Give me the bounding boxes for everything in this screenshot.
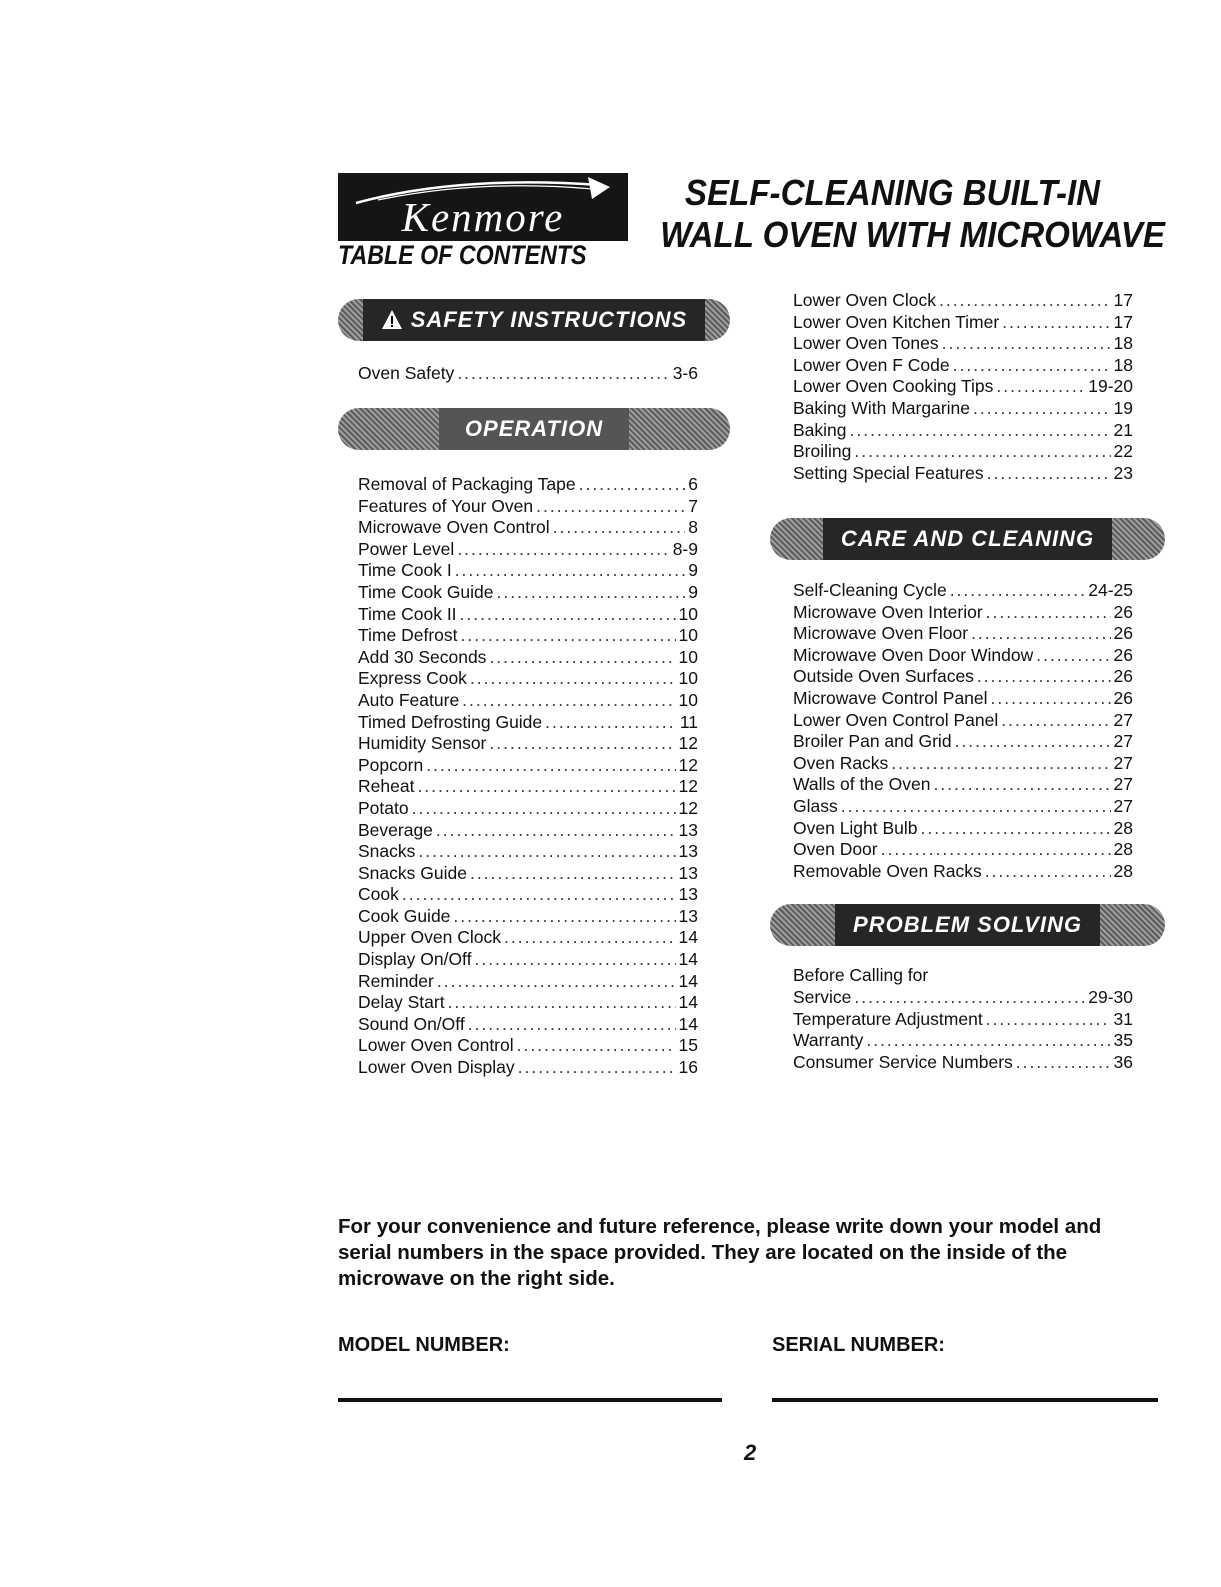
toc-entry[interactable] xyxy=(358,712,698,734)
toc-entry-page: 22 xyxy=(1113,441,1133,462)
toc-entry[interactable] xyxy=(793,623,1133,645)
toc-entry-label: Lower Oven F Code xyxy=(793,354,950,375)
leader-dots xyxy=(457,363,669,385)
toc-entry-page: 13 xyxy=(678,905,698,926)
operation-toc-list-continued xyxy=(793,290,1133,484)
toc-entry[interactable] xyxy=(793,861,1133,883)
toc-entry-label: Oven Safety xyxy=(358,363,455,383)
toc-entry[interactable] xyxy=(793,774,1133,796)
toc-entry-page: 26 xyxy=(1113,623,1133,644)
leader-dots xyxy=(1016,1052,1111,1074)
toc-entry-page: 18 xyxy=(1113,333,1133,354)
toc-entry[interactable] xyxy=(358,604,698,626)
toc-entry-page: 14 xyxy=(678,1013,698,1034)
toc-entry[interactable] xyxy=(358,884,698,906)
toc-entry[interactable] xyxy=(358,517,698,539)
toc-entry-page: 10 xyxy=(678,646,698,667)
toc-entry[interactable] xyxy=(793,645,1133,667)
toc-entry-page: 7 xyxy=(688,495,698,516)
toc-entry-label: Microwave Control Panel xyxy=(793,687,988,708)
toc-entry-page: 15 xyxy=(678,1035,698,1056)
leader-dots xyxy=(854,987,1085,1009)
toc-entry-page: 17 xyxy=(1113,311,1133,332)
problem-solving-banner xyxy=(770,904,1165,946)
banner-core xyxy=(439,408,629,450)
leader-dots xyxy=(881,839,1111,861)
toc-entry-page: 8-9 xyxy=(672,538,698,559)
toc-entry-page: 10 xyxy=(678,668,698,689)
toc-entry-label: Time Defrost xyxy=(358,625,458,646)
toc-entry[interactable] xyxy=(358,971,698,993)
toc-entry[interactable] xyxy=(358,668,698,690)
toc-entry[interactable] xyxy=(358,1014,698,1036)
care-toc-list xyxy=(793,580,1133,882)
toc-entry[interactable] xyxy=(793,731,1133,753)
leader-dots xyxy=(579,474,686,496)
toc-entry-page: 27 xyxy=(1113,731,1133,752)
banner-title: SAFETY INSTRUCTIONS xyxy=(410,307,688,332)
title-line-1: SELF-CLEANING BUILT-IN xyxy=(684,172,1101,213)
toc-entry-page: 28 xyxy=(1113,839,1133,860)
page-title xyxy=(660,172,1165,256)
toc-entry-page: 26 xyxy=(1113,687,1133,708)
banner-title: OPERATION xyxy=(464,416,604,441)
toc-entry[interactable] xyxy=(358,1057,698,1079)
serial-number-label: SERIAL NUMBER: xyxy=(772,1334,945,1356)
toc-entry-label: Broiling xyxy=(793,441,852,462)
toc-entry[interactable] xyxy=(793,1030,1133,1052)
leader-dots xyxy=(412,798,676,820)
toc-entry-page: 12 xyxy=(678,754,698,775)
toc-entry[interactable] xyxy=(793,1009,1133,1031)
kenmore-logo xyxy=(338,173,628,241)
leader-dots xyxy=(841,796,1111,818)
leader-dots xyxy=(468,1014,676,1036)
toc-entry[interactable] xyxy=(358,841,698,863)
toc-entry-page: 18 xyxy=(1113,354,1133,375)
toc-entry[interactable] xyxy=(358,820,698,842)
model-number-label: MODEL NUMBER: xyxy=(338,1334,510,1356)
leader-dots xyxy=(955,731,1111,753)
before-calling-text: Before Calling for xyxy=(793,965,929,985)
toc-entry-page: 9 xyxy=(688,560,698,581)
toc-entry-page: 35 xyxy=(1113,1030,1133,1051)
toc-entry-label: Lower Oven Cooking Tips xyxy=(793,376,994,397)
toc-entry-label: Self-Cleaning Cycle xyxy=(793,580,947,600)
leader-dots xyxy=(460,604,676,626)
warning-triangle-icon xyxy=(381,309,403,331)
toc-entry-label: Snacks xyxy=(358,841,416,862)
toc-entry-page: 26 xyxy=(1113,601,1133,622)
toc-entry-page: 28 xyxy=(1113,860,1133,881)
toc-entry-page: 14 xyxy=(678,949,698,970)
toc-entry-page: 9 xyxy=(688,581,698,602)
toc-entry-label: Cook xyxy=(358,884,399,905)
toc-entry-page: 19-20 xyxy=(1088,376,1133,397)
leader-dots xyxy=(453,906,675,928)
toc-entry-page: 3-6 xyxy=(672,363,698,383)
leader-dots xyxy=(986,602,1111,624)
toc-entry-label: Popcorn xyxy=(358,754,424,775)
toc-entry-page: 29-30 xyxy=(1088,987,1133,1007)
leader-dots xyxy=(470,668,676,690)
toc-title: TABLE OF CONTENTS xyxy=(338,240,587,270)
toc-entry[interactable] xyxy=(793,1052,1133,1074)
toc-entry-label: Beverage xyxy=(358,819,433,840)
toc-entry-label: Lower Oven Clock xyxy=(793,290,936,310)
toc-entry-page: 16 xyxy=(678,1057,698,1078)
toc-entry-label: Microwave Oven Control xyxy=(358,517,550,538)
leader-dots xyxy=(971,623,1110,645)
leader-dots xyxy=(462,690,675,712)
toc-entry-label: Express Cook xyxy=(358,668,467,689)
toc-entry[interactable] xyxy=(358,647,698,669)
leader-dots xyxy=(517,1035,676,1057)
toc-entry[interactable] xyxy=(793,376,1133,398)
leader-dots xyxy=(987,463,1111,485)
brand-name: Kenmore xyxy=(401,194,565,240)
toc-entry[interactable] xyxy=(793,333,1133,355)
toc-entry[interactable] xyxy=(793,355,1133,377)
toc-entry-label: Add 30 Seconds xyxy=(358,646,487,667)
leader-dots xyxy=(518,1057,676,1079)
toc-entry-label: Lower Oven Control xyxy=(358,1035,514,1056)
leader-dots xyxy=(474,949,675,971)
toc-entry-label: Service xyxy=(793,987,852,1007)
toc-entry-label: Delay Start xyxy=(358,992,445,1013)
leader-dots xyxy=(504,927,676,949)
leader-dots xyxy=(489,733,675,755)
toc-entry-label: Cook Guide xyxy=(358,905,451,926)
toc-entry[interactable] xyxy=(793,420,1133,442)
leader-dots xyxy=(1002,312,1110,334)
toc-entry-page: 19 xyxy=(1113,397,1133,418)
leader-dots xyxy=(417,776,675,798)
leader-dots xyxy=(418,841,675,863)
leader-dots xyxy=(553,517,686,539)
leader-dots xyxy=(448,992,676,1014)
toc-entry-page: 6 xyxy=(688,474,698,494)
toc-entry-label: Timed Defrosting Guide xyxy=(358,711,543,732)
toc-entry[interactable] xyxy=(358,496,698,518)
toc-entry[interactable] xyxy=(793,312,1133,334)
toc-entry[interactable] xyxy=(358,927,698,949)
toc-entry[interactable] xyxy=(793,666,1133,688)
leader-dots xyxy=(461,625,676,647)
toc-entry[interactable] xyxy=(793,688,1133,710)
toc-entry-label: Microwave Oven Door Window xyxy=(793,644,1034,665)
toc-entry-page: 12 xyxy=(678,776,698,797)
leader-dots xyxy=(985,861,1111,883)
toc-entry[interactable] xyxy=(358,625,698,647)
banner-title: CARE AND CLEANING xyxy=(840,526,1095,551)
toc-entry-page: 10 xyxy=(678,603,698,624)
leader-dots xyxy=(866,1030,1110,1052)
leader-dots xyxy=(437,971,676,993)
toc-entry-label: Upper Oven Clock xyxy=(358,927,501,948)
toc-entry-label: Lower Oven Control Panel xyxy=(793,709,999,730)
toc-entry[interactable] xyxy=(358,560,698,582)
leader-dots xyxy=(489,647,675,669)
banner-core xyxy=(835,904,1100,946)
toc-entry-label: Oven Racks xyxy=(793,752,889,773)
toc-entry-label: Lower Oven Tones xyxy=(793,333,939,354)
toc-entry-label: Auto Feature xyxy=(358,689,460,710)
toc-entry-label: Humidity Sensor xyxy=(358,733,487,754)
toc-entry-page: 13 xyxy=(678,841,698,862)
toc-entry-label: Walls of the Oven xyxy=(793,774,931,795)
toc-entry[interactable] xyxy=(793,710,1133,732)
toc-entry-label: Reheat xyxy=(358,776,415,797)
leader-dots xyxy=(426,755,675,777)
toc-entry-label: Features of Your Oven xyxy=(358,495,534,516)
toc-entry-page: 26 xyxy=(1113,644,1133,665)
toc-entry-label: Temperature Adjustment xyxy=(793,1008,983,1029)
toc-entry-page: 24-25 xyxy=(1088,580,1133,600)
toc-entry[interactable] xyxy=(358,733,698,755)
toc-entry[interactable] xyxy=(793,796,1133,818)
toc-entry-page: 10 xyxy=(678,689,698,710)
toc-entry-label: Glass xyxy=(793,795,838,816)
leader-dots xyxy=(991,688,1111,710)
toc-entry[interactable] xyxy=(793,580,1133,602)
toc-entry-label: Display On/Off xyxy=(358,949,472,970)
leader-dots xyxy=(973,398,1111,420)
toc-entry-page: 31 xyxy=(1113,1008,1133,1029)
toc-entry[interactable] xyxy=(358,949,698,971)
toc-entry[interactable] xyxy=(793,818,1133,840)
leader-dots xyxy=(950,580,1086,602)
toc-entry-label: Microwave Oven Floor xyxy=(793,623,969,644)
leader-dots xyxy=(996,376,1085,398)
banner-core xyxy=(823,518,1112,560)
problem-toc-list xyxy=(793,987,1133,1073)
banner-core xyxy=(363,299,706,341)
toc-entry-label: Lower Oven Display xyxy=(358,1057,515,1078)
title-line-2: WALL OVEN WITH MICROWAVE xyxy=(660,214,1165,255)
care-and-cleaning-banner xyxy=(770,518,1165,560)
leader-dots xyxy=(402,884,676,906)
toc-entry[interactable] xyxy=(358,690,698,712)
toc-entry-label: Snacks Guide xyxy=(358,862,467,883)
toc-entry-label: Potato xyxy=(358,797,409,818)
toc-entry-label: Time Cook I xyxy=(358,560,452,581)
banner-title: PROBLEM SOLVING xyxy=(853,912,1082,937)
leader-dots xyxy=(470,863,676,885)
toc-entry-page: 14 xyxy=(678,927,698,948)
toc-entry-label: Lower Oven Kitchen Timer xyxy=(793,311,1000,332)
toc-entry-page: 14 xyxy=(678,970,698,991)
toc-entry-label: Baking xyxy=(793,419,847,440)
serial-number-line[interactable] xyxy=(772,1398,1158,1402)
toc-entry[interactable] xyxy=(793,441,1133,463)
toc-entry[interactable] xyxy=(358,863,698,885)
leader-dots xyxy=(953,355,1111,377)
leader-dots xyxy=(891,753,1110,775)
operation-banner xyxy=(338,408,730,450)
toc-entry[interactable] xyxy=(358,776,698,798)
leader-dots xyxy=(933,774,1110,796)
toc-entry[interactable] xyxy=(358,1035,698,1057)
toc-entry-page: 12 xyxy=(678,797,698,818)
toc-entry-page: 23 xyxy=(1113,462,1133,483)
toc-entry-page: 10 xyxy=(678,625,698,646)
toc-entry-page: 8 xyxy=(688,517,698,538)
leader-dots xyxy=(921,818,1111,840)
leader-dots xyxy=(536,496,685,518)
toc-entry-page: 27 xyxy=(1113,795,1133,816)
safety-instructions-banner xyxy=(338,299,730,341)
model-number-line[interactable] xyxy=(338,1398,722,1402)
leader-dots xyxy=(986,1009,1111,1031)
toc-entry[interactable] xyxy=(358,992,698,1014)
toc-entry-page: 21 xyxy=(1113,419,1133,440)
leader-dots xyxy=(436,820,676,842)
toc-entry[interactable] xyxy=(793,839,1133,861)
serial-number-notice: For your convenience and future reference, please write down your model and serial numbers in the space provided. They are located on the inside of the microwave on the right side. xyxy=(338,1215,1102,1290)
leader-dots xyxy=(939,290,1111,312)
leader-dots xyxy=(497,582,686,604)
toc-entry-page: 27 xyxy=(1113,709,1133,730)
toc-entry[interactable] xyxy=(358,582,698,604)
toc-entry-label: Reminder xyxy=(358,970,434,991)
operation-toc-list xyxy=(358,474,698,1079)
toc-entry[interactable] xyxy=(793,602,1133,624)
toc-entry-page: 13 xyxy=(678,862,698,883)
toc-entry-label: Microwave Oven Interior xyxy=(793,601,983,622)
toc-entry-page: 36 xyxy=(1113,1051,1133,1072)
toc-entry-label: Consumer Service Numbers xyxy=(793,1051,1013,1072)
leader-dots xyxy=(545,712,677,734)
toc-entry-label: Oven Door xyxy=(793,839,878,860)
leader-dots xyxy=(977,666,1111,688)
toc-entry-page: 17 xyxy=(1113,290,1133,310)
toc-entry-label: Removable Oven Racks xyxy=(793,860,982,881)
toc-entry[interactable] xyxy=(358,906,698,928)
toc-entry-label: Power Level xyxy=(358,538,455,559)
toc-entry-label: Time Cook II xyxy=(358,603,457,624)
toc-entry[interactable] xyxy=(793,290,1133,312)
toc-entry[interactable] xyxy=(793,398,1133,420)
toc-entry-label: Removal of Packaging Tape xyxy=(358,474,576,494)
toc-entry-label: Setting Special Features xyxy=(793,462,984,483)
toc-entry[interactable] xyxy=(793,753,1133,775)
toc-entry-label: Outside Oven Surfaces xyxy=(793,666,974,687)
toc-entry-label: Oven Light Bulb xyxy=(793,817,918,838)
toc-entry-label: Baking With Margarine xyxy=(793,397,971,418)
leader-dots xyxy=(455,560,686,582)
leader-dots xyxy=(1001,710,1110,732)
toc-entry-label: Broiler Pan and Grid xyxy=(793,731,952,752)
toc-entry-page: 11 xyxy=(679,711,698,732)
toc-entry[interactable] xyxy=(358,755,698,777)
toc-entry-page: 27 xyxy=(1113,774,1133,795)
toc-entry-page: 13 xyxy=(678,884,698,905)
toc-entry-label: Warranty xyxy=(793,1030,864,1051)
toc-entry-page: 28 xyxy=(1113,817,1133,838)
toc-entry[interactable] xyxy=(793,987,1133,1009)
leader-dots xyxy=(850,420,1111,442)
toc-entry[interactable] xyxy=(358,474,698,496)
leader-dots xyxy=(942,333,1111,355)
toc-entry-page: 26 xyxy=(1113,666,1133,687)
toc-entry-page: 14 xyxy=(678,992,698,1013)
toc-entry[interactable] xyxy=(358,539,698,561)
toc-entry[interactable] xyxy=(793,463,1133,485)
leader-dots xyxy=(854,441,1110,463)
toc-entry-page: 27 xyxy=(1113,752,1133,773)
leader-dots xyxy=(457,539,669,561)
toc-entry[interactable] xyxy=(358,363,698,385)
toc-entry[interactable] xyxy=(358,798,698,820)
toc-entry-page: 13 xyxy=(678,819,698,840)
toc-entry-label: Time Cook Guide xyxy=(358,581,494,602)
safety-toc-list xyxy=(358,363,698,385)
toc-entry-label: Sound On/Off xyxy=(358,1013,465,1034)
leader-dots xyxy=(1036,645,1110,667)
toc-entry-page: 12 xyxy=(678,733,698,754)
page-number: 2 xyxy=(744,1440,757,1465)
